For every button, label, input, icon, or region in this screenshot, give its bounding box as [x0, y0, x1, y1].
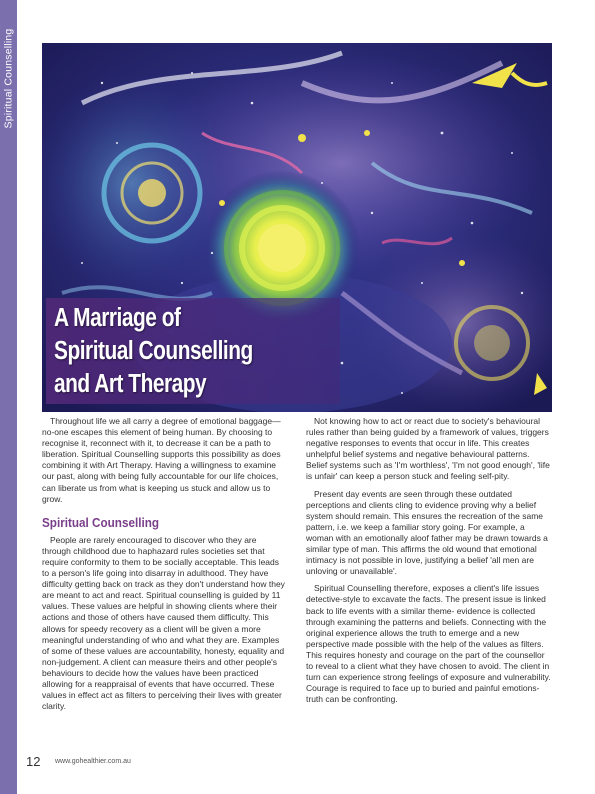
body-paragraph: Spiritual Counselling therefore, exposes a client's life issues detective-style to excavate the facts. The present issue is linked back to life events with a similar theme- evidence is collected through examining the patterns and beliefs. Connecting with the original experience allows the truth to emerge and a new perspective made possible with the help of the values as filters. This requires honesty and courage on the part of the counsellor to reveal to a client what they have chosen to avoid. The client in turn can experience strong feelings of exposure and vulnerability. Courage is required to face up to buried and painful emotions- truth can be confronting. [306, 583, 551, 705]
body-paragraph: Present day events are seen through these outdated perceptions and clients cling to evidence proving why a belief system should remain. This ensures the recreation of the same pattern, i.e. we keep a familiar story going. For example, a woman with an emotionally aloof father may be drawn towards a similar type of man. This affirms the old wound that emotional intimacy is not possible in love, justifying a belief 'all men are unloving or unavailable'. [306, 488, 548, 577]
title-line-1: A Marriage of [54, 304, 181, 332]
right-column [306, 416, 551, 711]
section-heading: Spiritual Counselling [42, 514, 160, 530]
footer-url: www.gohealthier.com.au [55, 758, 131, 765]
body-paragraph: People are rarely encouraged to discover who they are through childhood due to haphazard rules societies set that require conformity to them to be socially acceptable. This leads to a person's life going into disarray in adulthood. They have difficulty getting back on track as they don't understand how they are meant to act and react. Spiritual counselling is guided by 11 values. These values are helpful in showing clients where their actions and those of others have caused them difficulty. This allows for speedy recovery as a client will be given a more meaningful understanding of who and what they are. Examples of some of these values are accountability, honesty, equality and non-judgement. A client can measure theirs and other people's behaviours to decide how the values have been practiced allowing for a reappraisal of events that have occurred. These values in effect act as filters to perceiving their lives with greater clarity. [42, 534, 285, 712]
article-title [54, 302, 333, 401]
left-column [42, 416, 287, 718]
body-paragraph: Not knowing how to act or react due to society's behavioural rules rather than being guided by a framework of values, triggers negative responses to events that occur in life. This creates unhelpful belief systems and negative behavioural patterns. Belief systems such as 'I'm worthless', 'I'm not good enough', 'life is unfair' can keep a person stuck and feeling self-pity. [306, 416, 550, 482]
intro-paragraph: Throughout life we all carry a degree of emotional baggage— no-one escapes this element of being human. By choosing to recognise it, reconnect with it, to decrease it can be a path to liberation. Spiritual Counselling supports this possibility as does combining it with Art Therapy. Having a willingness to examine our past, along with being fully accountable for our life choices, can liberate us from what is keeping us stuck and allow us to grow. [42, 416, 281, 504]
title-line-3: and Art Therapy [54, 370, 207, 398]
section-side-tab [0, 0, 17, 794]
title-line-2: Spiritual Counselling [54, 337, 253, 365]
section-label: Spiritual Counselling [2, 28, 15, 129]
page-number: 12 [26, 754, 41, 769]
